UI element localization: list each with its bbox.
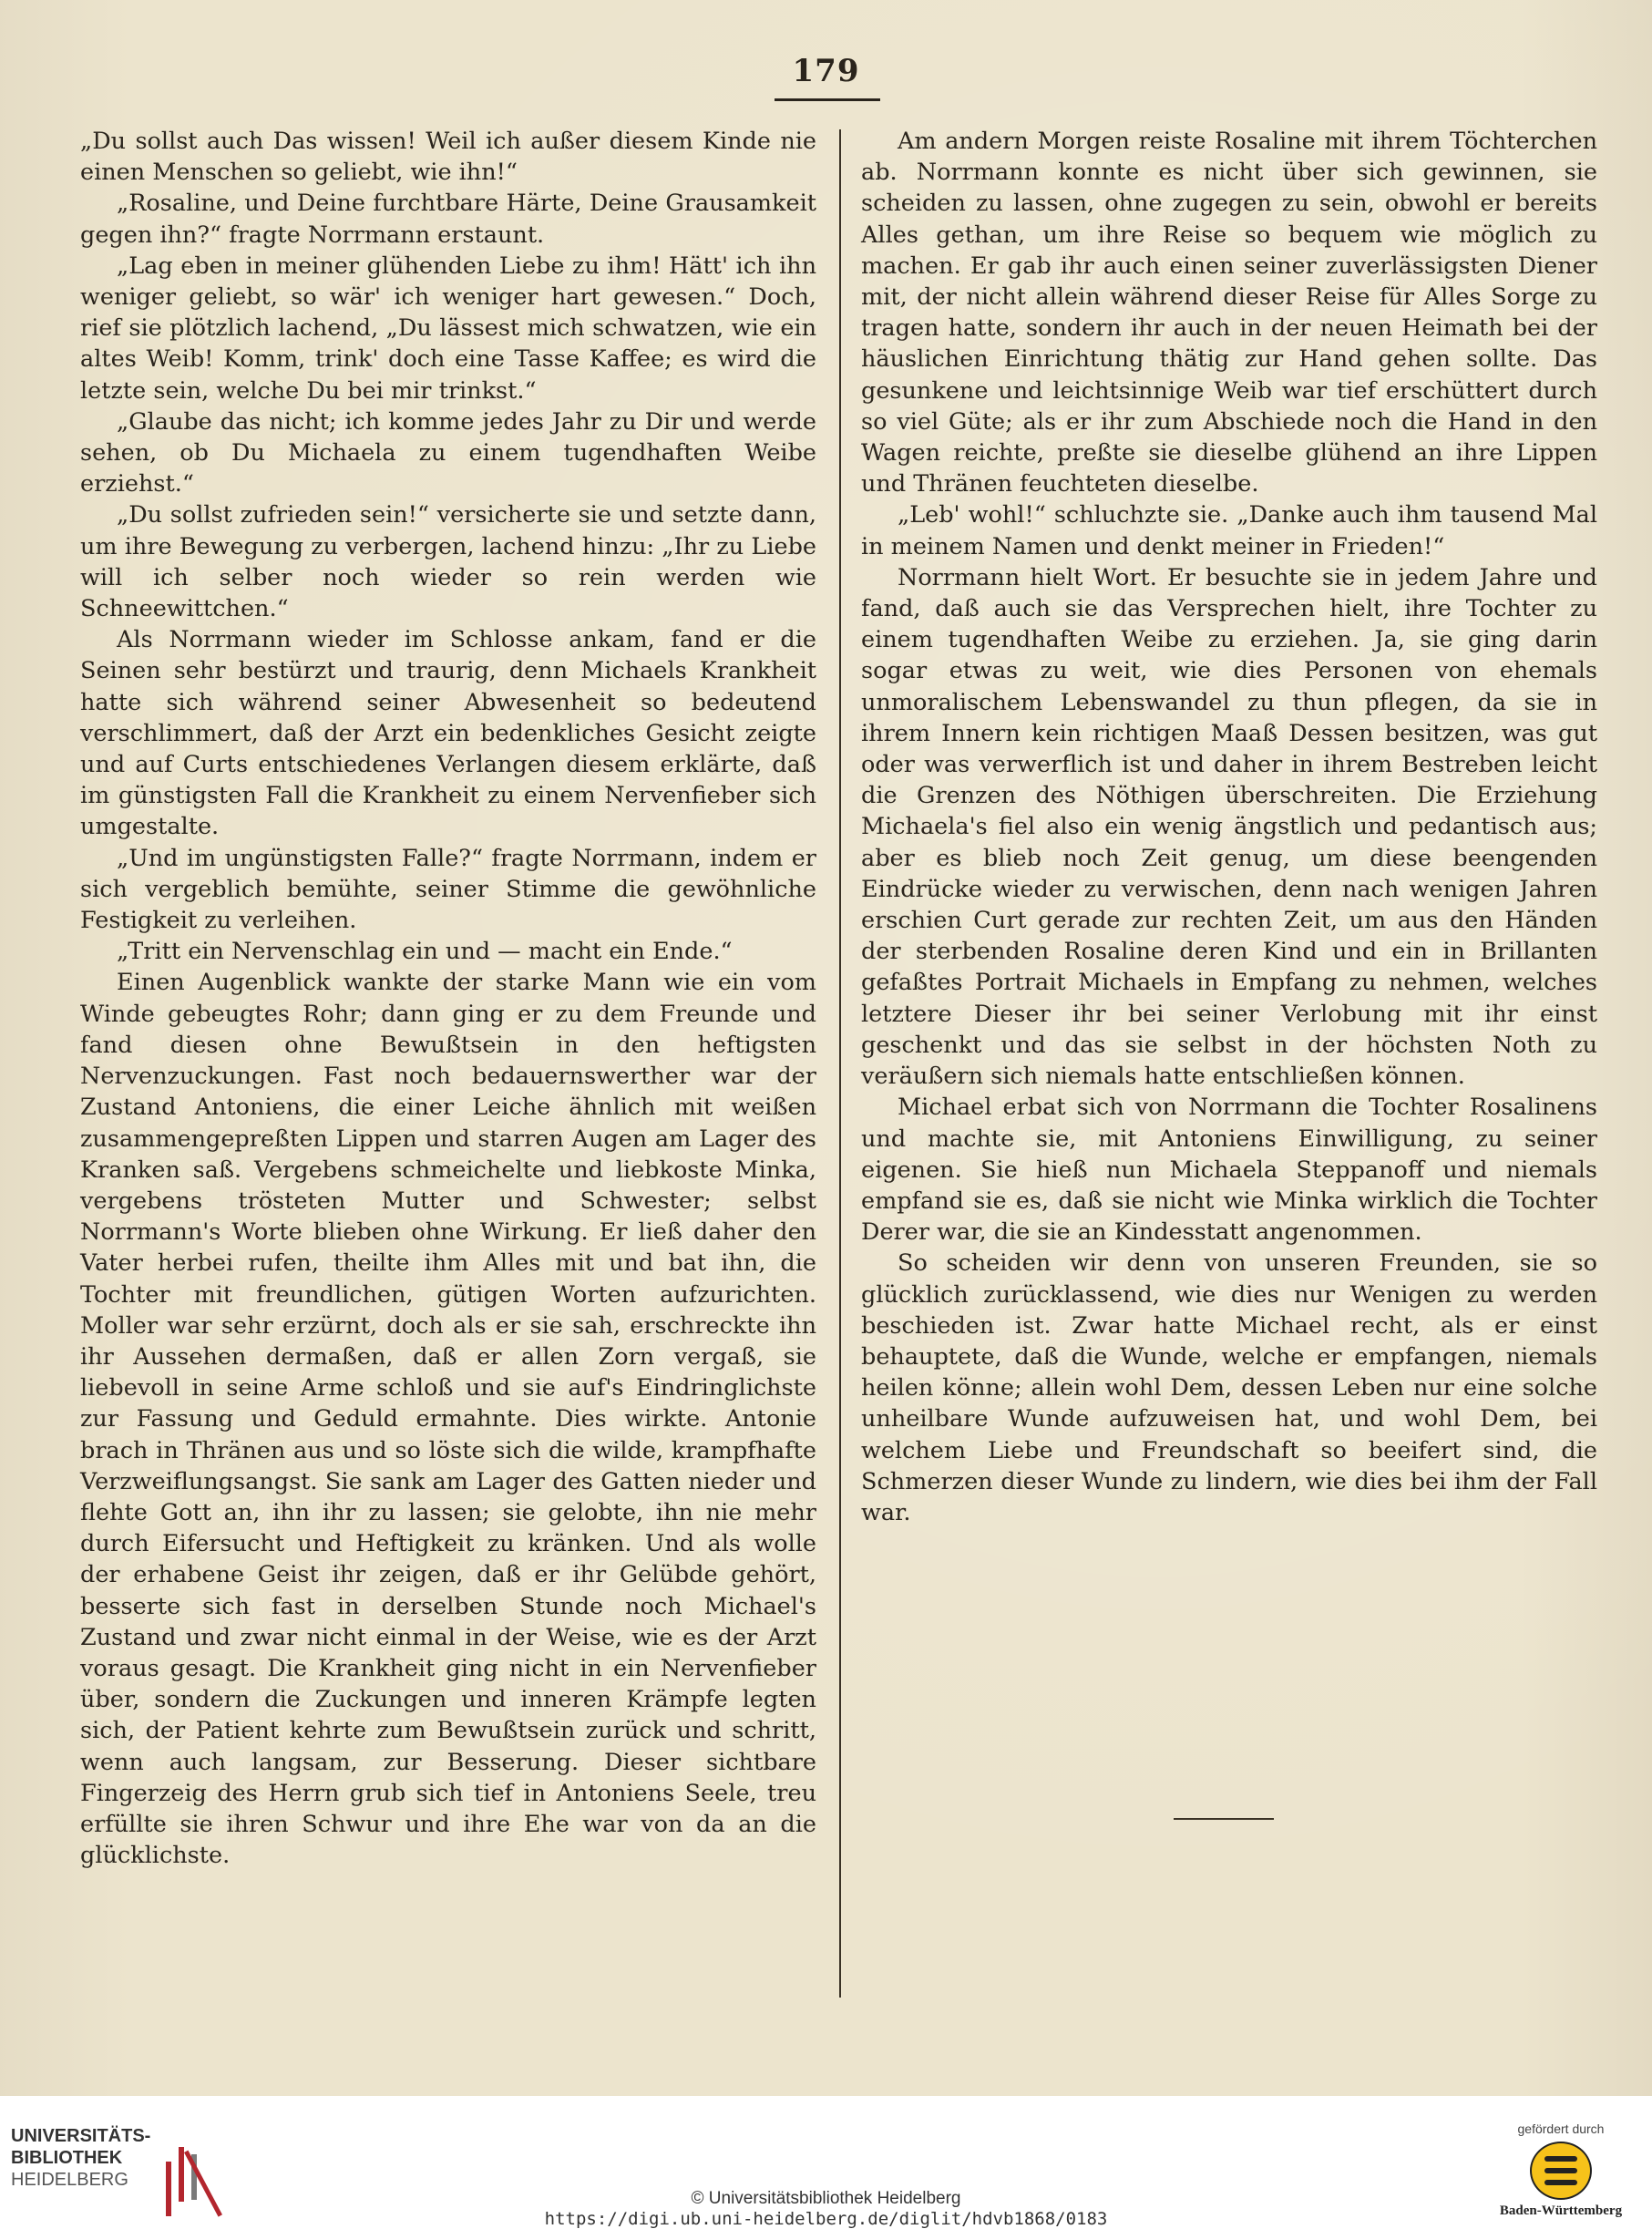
right-paragraph-3: Norrmann hielt Wort. Er besuchte sie in jedem Jahre und fand, daß auch sie das Versprechen hielt, ihre Tochter zu einem tugendhaften Weibe zu erziehen. Ja, sie ging darin sogar etwas zu weit, wie dies Personen von ehemals unmoralischem Lebenswandel zu thun pflegen, da sie in ihrem Innern kein richtigen Maaß Dessen besitzen, was gut oder was verwerflich ist und daher in ihrem Bestreben leicht die Grenzen des Nöthigen überschreiten. Die Erziehung Michaela's fiel also ein wenig ängstlich und pedantisch aus; aber es blieb noch Zeit genug, um diese beengenden Eindrücke wieder zu verwischen, denn nach wenigen Jahren erschien Curt gerade zur rechten Zeit, um aus den Händen der sterbenden Rosaline deren Kind und ein in Brillanten gefaßtes Portrait Michaels in Empfang zu nehmen, welches letztere Dieser ihr bei seiner Verlobung mit ihr einst geschenkt und das sie selbst in der höchsten Noth zu veräußern sich niemals hatte entschließen können. <box>861 563 1597 1091</box>
left-paragraph-9: Einen Augenblick wankte der starke Mann wie ein vom Winde gebeugtes Rohr; dann ging er zu dem Freunde und fand diesen ohne Bewußtsein in den heftigsten Nervenzuckungen. Fast noch bedauernswerther war der Zustand Antoniens, die einer Leiche ähnlich mit weißen zusammengepreßten Lippen und starren Augen am Lager des Kranken saß. Vergebens schmeichelte und liebkoste Minka, vergebens trösteten Mutter und Schwester; selbst Norrmann's Worte blieben ohne Wirkung. Er ließ daher den Vater herbei rufen, theilte ihm Alles mit und bat ihn, die Tochter mit freundlichen, gütigen Worten aufzurichten. Moller war sehr erzürnt, doch als er sie sah, erschreckte ihn ihr Aussehen dermaßen, daß er allen Zorn vergaß, sie liebevoll in seine Arme schloß und sie auf's Eindringlichste zur Fassung und Geduld ermahnte. Dies wirkte. Antonie brach in Thränen aus und so löste sich die wilde, krampfhafte Verzweiflungsangst. Sie sank am Lager des Gatten nieder und flehte Gott an, ihn ihr zu lassen; sie gelobte, ihn nie mehr durch Eifersucht und Heftigkeit zu kränken. Und als wolle der erhabene Geist ihr zeigen, daß er ihr Gelübde gehört, besserte sich fast in derselben Stunde noch Michael's Zustand und zwar nicht einmal in der Weise, wie es der Arzt voraus gesagt. Die Krankheit ging nicht in ein Nervenfieber über, sondern die Zuckungen und inneren Krämpfe legten sich, der Patient kehrte zum Bewußtsein zurück und schritt, wenn auch langsam, zur Besserung. Dieser sichtbare Fingerzeig des Herrn grub sich tief in Antoniens Seele, treu erfüllte sie ihren Schwur und ihre Ehe war von da an die glücklichste. <box>80 969 816 1870</box>
column-divider <box>839 129 841 1998</box>
library-name-line-3: HEIDELBERG <box>11 2170 128 2190</box>
library-name-line-2: BIBLIOTHEK <box>11 2148 123 2168</box>
state-crest-icon <box>1530 2142 1592 2200</box>
left-paragraph-3: „Lag eben in meiner glühenden Liebe zu ihm! Hätt' ich ihn weniger geliebt, so wär' ich weniger hart gewesen.“ Doch, rief sie plötzlich lachend, „Du lässest mich schwatzen, wie ein altes Weib! Komm, trink' doch eine Tasse Kaffee; es wird die letzte sein, welche Du bei mir trinkst.“ <box>80 252 816 405</box>
right-column <box>861 126 1597 1528</box>
funded-by-caption: gefördert durch <box>1517 2121 1605 2136</box>
footer-bar <box>0 2096 1652 2229</box>
permalink-url[interactable]: https://digi.ub.uni-heidelberg.de/diglit/hdvb1868/0183 <box>544 2209 1108 2229</box>
right-paragraph-5: So scheiden wir denn von unseren Freunden, sie so glücklich zurücklassend, wie dies nur Wenigen zu werden beschieden ist. Zwar hatte Michael recht, als er einst behauptete, daß die Wunde, welche er empfangen, niemals heilen könne; allein wohl Dem, dessen Leben nur eine solche unheilbare Wunde aufzuweisen hat, und wohl Dem, bei welchem Liebe und Freundschaft so beeifert sind, die Schmerzen dieser Wunde zu lindern, wie dies bei ihm der Fall war. <box>861 1249 1597 1526</box>
left-paragraph-1: „Du sollst auch Das wissen! Weil ich außer diesem Kinde nie einen Menschen so geliebt, wie ihn!“ <box>80 128 816 187</box>
left-paragraph-7: „Und im ungünstigsten Falle?“ fragte Norrmann, indem er sich vergeblich bemühte, seiner Stimme die gewöhnliche Festigkeit zu verleihen. <box>80 844 816 935</box>
funder-name: Baden-Württemberg <box>1499 2203 1623 2218</box>
left-paragraph-5: „Du sollst zufrieden sein!“ versicherte sie und setzte dann, um ihre Bewegung zu verbergen, lachend hinzu: „Ihr zu Liebe will ich selber noch wieder so rein werden wie Schneewittchen.“ <box>80 501 816 623</box>
funder-logo[interactable] <box>1488 2121 1634 2219</box>
library-name <box>11 2125 150 2191</box>
right-paragraph-4: Michael erbat sich von Norrmann die Tochter Rosalinens und machte sie, mit Antoniens Einwilligung, zu seiner eigenen. Sie hieß nun Michaela Steppanoff und niemals empfand sie es, daß sie nicht wie Minka wirklich die Tochter Derer war, die sie an Kindesstatt angenommen. <box>861 1094 1597 1247</box>
left-paragraph-2: „Rosaline, und Deine furchtbare Härte, Deine Grausamkeit gegen ihn?“ fragte Norrmann erstaunt. <box>80 190 816 249</box>
left-paragraph-8: „Tritt ein Nervenschlag ein und — macht ein Ende.“ <box>117 938 733 966</box>
left-column <box>80 126 816 1871</box>
right-paragraph-1: Am andern Morgen reiste Rosaline mit ihrem Töchterchen ab. Norrmann konnte es nicht über sich gewinnen, sie scheiden zu lassen, ohne zugegen zu sein, obwohl er bereits Alles gethan, um ihre Reise so bequem wie möglich zu machen. Er gab ihr auch einen seiner zuverlässigsten Diener mit, der nicht allein während dieser Reise für Alles Sorge zu tragen hatte, sondern ihr auch in der neuen Heimath bei der häuslichen Einrichtung thätig zur Hand gehen sollte. Das gesunkene und leichtsinnige Weib war tief erschüttert durch so viel Güte; als er ihr zum Abschiede noch die Hand in den Wagen reichte, preßte sie dieselbe glühend an ihre Lippen und Thränen feuchteten dieselbe. <box>861 128 1597 498</box>
header-rule <box>775 98 880 101</box>
left-paragraph-4: „Glaube das nicht; ich komme jedes Jahr zu Dir und werde sehen, ob Du Michaela zu einem tugendhaften Weibe erziehst.“ <box>80 407 816 498</box>
left-paragraph-6: Als Norrmann wieder im Schlosse ankam, fand er die Seinen sehr bestürzt und traurig, denn Michaels Krankheit hatte sich während seiner Abwesenheit so bedeutend verschlimmert, daß der Arzt ein bedenkliches Gesicht zeigte und auf Curts entschiedenes Verlangen diesem erklärte, daß im günstigsten Fall die Krankheit zu einem Nervenfieber sich umgestalte. <box>80 626 816 841</box>
library-name-line-1: UNIVERSITÄTS- <box>11 2126 151 2146</box>
right-paragraph-2: „Leb' wohl!“ schluchzte sie. „Danke auch ihm tausend Mal in meinem Namen und denkt meiner in Frieden!“ <box>861 501 1597 560</box>
end-rule <box>1174 1818 1274 1820</box>
page-number: 179 <box>792 53 860 89</box>
copyright-notice: © Universitätsbibliothek Heidelberg <box>691 2189 961 2208</box>
